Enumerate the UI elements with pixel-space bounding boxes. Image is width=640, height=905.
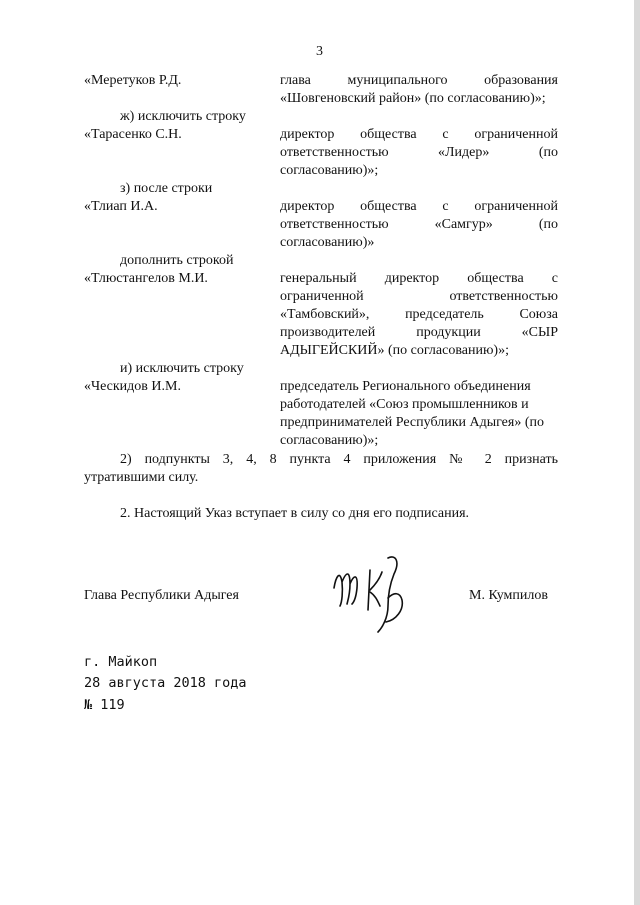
instruction: дополнить строкой xyxy=(120,253,234,268)
entry-name: «Ческидов И.М. xyxy=(84,379,181,394)
scan-edge xyxy=(634,0,640,905)
instruction: и) исключить строку xyxy=(120,361,244,376)
entry-name: «Меретуков Р.Д. xyxy=(84,73,182,88)
clause-text: 2. Настоящий Указ вступает в силу со дня его подписания. xyxy=(120,506,470,521)
entry-desc-line: председатель Регионального объединения xyxy=(280,379,531,394)
entry-name: «Тлиап И.А. xyxy=(84,199,158,214)
footer-city: г. Майкоп xyxy=(84,654,158,670)
entry-desc-line: ответственностью «Лидер» (по xyxy=(280,145,558,160)
page-number: 3 xyxy=(316,44,323,59)
entry-desc-line: «Шовгеновский район» (по согласованию)»; xyxy=(280,91,546,106)
footer-date: 28 августа 2018 года xyxy=(84,675,247,691)
entry-desc-line: производителей продукции «СЫР xyxy=(280,325,558,340)
entry-desc-line: «Тамбовский», председатель Союза xyxy=(280,307,558,322)
signatory-name: М. Кумпилов xyxy=(469,588,548,603)
paragraph-line: утратившими силу. xyxy=(84,470,199,485)
entry-desc-line: генеральный директор общества с xyxy=(280,271,558,286)
entry-desc-line: глава муниципального образования xyxy=(280,73,558,88)
entry-desc-line: предпринимателей Республики Адыгея» (по xyxy=(280,415,544,430)
instruction: з) после строки xyxy=(120,181,213,196)
entry-desc-line: согласованию)» xyxy=(280,235,375,250)
entry-desc-line: согласованию)»; xyxy=(280,163,379,178)
entry-name: «Тарасенко С.Н. xyxy=(84,127,182,142)
entry-desc-line: АДЫГЕЙСКИЙ» (по согласованию)»; xyxy=(280,343,509,358)
entry-desc-line: согласованию)»; xyxy=(280,433,379,448)
signatory-position: Глава Республики Адыгея xyxy=(84,588,239,603)
entry-name: «Тлюстангелов М.И. xyxy=(84,271,208,286)
paragraph-line: 2) подпункты 3, 4, 8 пункта 4 приложения № 2 признать xyxy=(120,452,558,467)
entry-desc-line: ответственностью «Самгур» (по xyxy=(280,217,558,232)
instruction: ж) исключить строку xyxy=(120,109,246,124)
handwritten-signature xyxy=(330,548,410,638)
entry-desc-line: ограниченной ответственностью xyxy=(280,289,558,304)
footer-number: № 119 xyxy=(84,697,125,713)
entry-desc-line: работодателей «Союз промышленников и xyxy=(280,397,529,412)
entry-desc-line: директор общества с ограниченной xyxy=(280,127,558,142)
entry-desc-line: директор общества с ограниченной xyxy=(280,199,558,214)
